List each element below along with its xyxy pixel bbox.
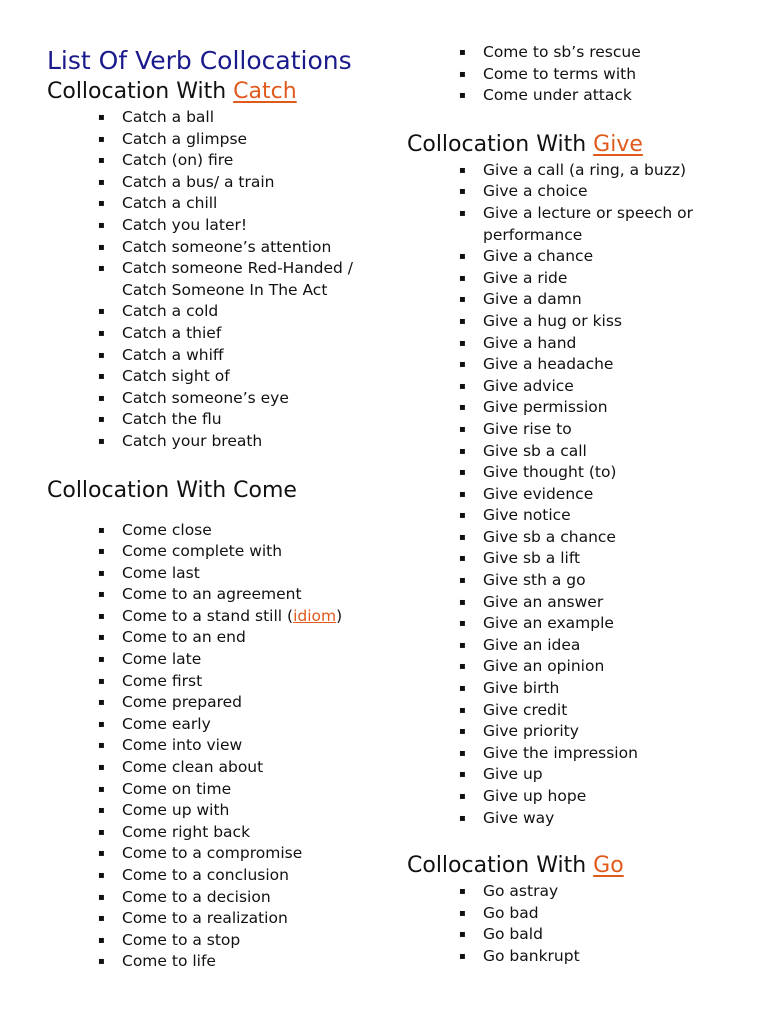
list-item: ▪ Give a choice: [483, 181, 747, 203]
list-item: ▪ Catch a ball: [122, 107, 387, 129]
give-heading: [407, 130, 747, 160]
list-item: ▪ Give a ride: [483, 268, 747, 290]
go-heading: [407, 851, 747, 881]
list-item: ▪ Give sb a lift: [483, 548, 747, 570]
list-item: ▪ Give an example: [483, 613, 747, 635]
come-continued-list: [407, 42, 747, 107]
list-item: ▪ Give notice: [483, 505, 747, 527]
list-item: ▪ Catch your breath: [122, 431, 387, 453]
list-item: ▪ Go bankrupt: [483, 946, 747, 968]
list-item: ▪ Catch a bus/ a train: [122, 172, 387, 194]
list-item: ▪ Come last: [122, 563, 387, 585]
list-item: ▪ Catch you later!: [122, 215, 387, 237]
list-item: ▪ Come to terms with: [483, 64, 747, 86]
list-item: ▪ Catch a glimpse: [122, 129, 387, 151]
list-item: ▪ Come to an end: [122, 627, 387, 649]
list-item: ▪ Give a damn: [483, 289, 747, 311]
list-item: ▪ Come under attack: [483, 85, 747, 107]
list-item: ▪ Give a lecture or speech or performance: [483, 203, 747, 246]
list-item: ▪ Catch (on) fire: [122, 150, 387, 172]
list-item: ▪ Give credit: [483, 700, 747, 722]
list-item: ▪ Come on time: [122, 779, 387, 801]
list-item: ▪ Catch someone Red-Handed / Catch Someone In The Act: [122, 258, 387, 301]
list-item: ▪ Give a headache: [483, 354, 747, 376]
list-item: ▪ Give up hope: [483, 786, 747, 808]
give-list: [407, 160, 747, 829]
list-item: ▪ Catch the flu: [122, 409, 387, 431]
list-item: ▪ Come to sb’s rescue: [483, 42, 747, 64]
list-item: [122, 606, 387, 628]
list-item: ▪ Give sb a chance: [483, 527, 747, 549]
left-column: [47, 44, 387, 973]
list-item: ▪ Give advice: [483, 376, 747, 398]
list-item: ▪ Come into view: [122, 735, 387, 757]
go-heading-prefix: Collocation With: [407, 853, 594, 879]
list-item-text: ): [336, 606, 343, 625]
catch-keyword-link[interactable]: Catch: [233, 79, 297, 104]
list-item: ▪ Give birth: [483, 678, 747, 700]
list-item: ▪ Catch a thief: [122, 323, 387, 345]
list-item: ▪ Come first: [122, 671, 387, 693]
list-item: ▪ Give permission: [483, 397, 747, 419]
list-item: ▪ Give sth a go: [483, 570, 747, 592]
list-item: ▪ Give way: [483, 808, 747, 830]
list-item: ▪ Give an idea: [483, 635, 747, 657]
idiom-link[interactable]: idiom: [293, 606, 337, 625]
list-item: ▪ Come clean about: [122, 757, 387, 779]
list-item: ▪ Come complete with: [122, 541, 387, 563]
go-keyword-link[interactable]: Go: [593, 853, 624, 879]
catch-heading-prefix: Collocation With: [47, 79, 234, 104]
list-item: ▪ Give evidence: [483, 484, 747, 506]
list-item: ▪ Come early: [122, 714, 387, 736]
list-item: ▪ Give an answer: [483, 592, 747, 614]
list-item: ▪ Give rise to: [483, 419, 747, 441]
list-item: ▪ Come to a conclusion: [122, 865, 387, 887]
give-heading-prefix: Collocation With: [407, 131, 594, 157]
list-item: ▪ Catch sight of: [122, 366, 387, 388]
list-item: ▪ Give sb a call: [483, 441, 747, 463]
document-title: List Of Verb Collocations: [47, 46, 352, 75]
list-item: ▪ Catch someone’s eye: [122, 388, 387, 410]
go-list: [407, 881, 747, 967]
list-item: ▪ Come close: [122, 520, 387, 542]
list-item: ▪ Catch a whiff: [122, 345, 387, 367]
list-item: ▪ Give a call (a ring, a buzz): [483, 160, 747, 182]
list-item: ▪ Give a hug or kiss: [483, 311, 747, 333]
list-item: ▪ Come to a realization: [122, 908, 387, 930]
list-item: ▪ Come late: [122, 649, 387, 671]
list-item: ▪ Give up: [483, 764, 747, 786]
list-item: ▪ Come to a decision: [122, 887, 387, 909]
list-item: ▪ Catch someone’s attention: [122, 237, 387, 259]
list-item: ▪ Come prepared: [122, 692, 387, 714]
list-item: ▪ Come to a stop: [122, 930, 387, 952]
list-item: ▪ Go bald: [483, 924, 747, 946]
list-item: ▪ Come to an agreement: [122, 584, 387, 606]
list-item-text: Come to a stand still (: [122, 606, 294, 625]
catch-heading: [47, 77, 387, 107]
list-item: ▪ Catch a chill: [122, 193, 387, 215]
right-column: [407, 44, 747, 968]
give-keyword-link[interactable]: Give: [593, 131, 643, 157]
list-item: ▪ Come right back: [122, 822, 387, 844]
list-item: ▪ Give a hand: [483, 333, 747, 355]
come-heading: Collocation With Come: [47, 477, 297, 503]
list-item: ▪ Give a chance: [483, 246, 747, 268]
list-item: ▪ Go bad: [483, 903, 747, 925]
list-item: ▪ Come up with: [122, 800, 387, 822]
list-item: ▪ Go astray: [483, 881, 747, 903]
catch-list: [47, 107, 387, 453]
list-item: ▪ Give the impression: [483, 743, 747, 765]
list-item: ▪ Come to life: [122, 951, 387, 973]
list-item: ▪ Come to a compromise: [122, 843, 387, 865]
list-item: ▪ Give priority: [483, 721, 747, 743]
list-item: ▪ Give thought (to): [483, 462, 747, 484]
come-list: [47, 520, 387, 973]
list-item: ▪ Give an opinion: [483, 656, 747, 678]
list-item: ▪ Catch a cold: [122, 301, 387, 323]
